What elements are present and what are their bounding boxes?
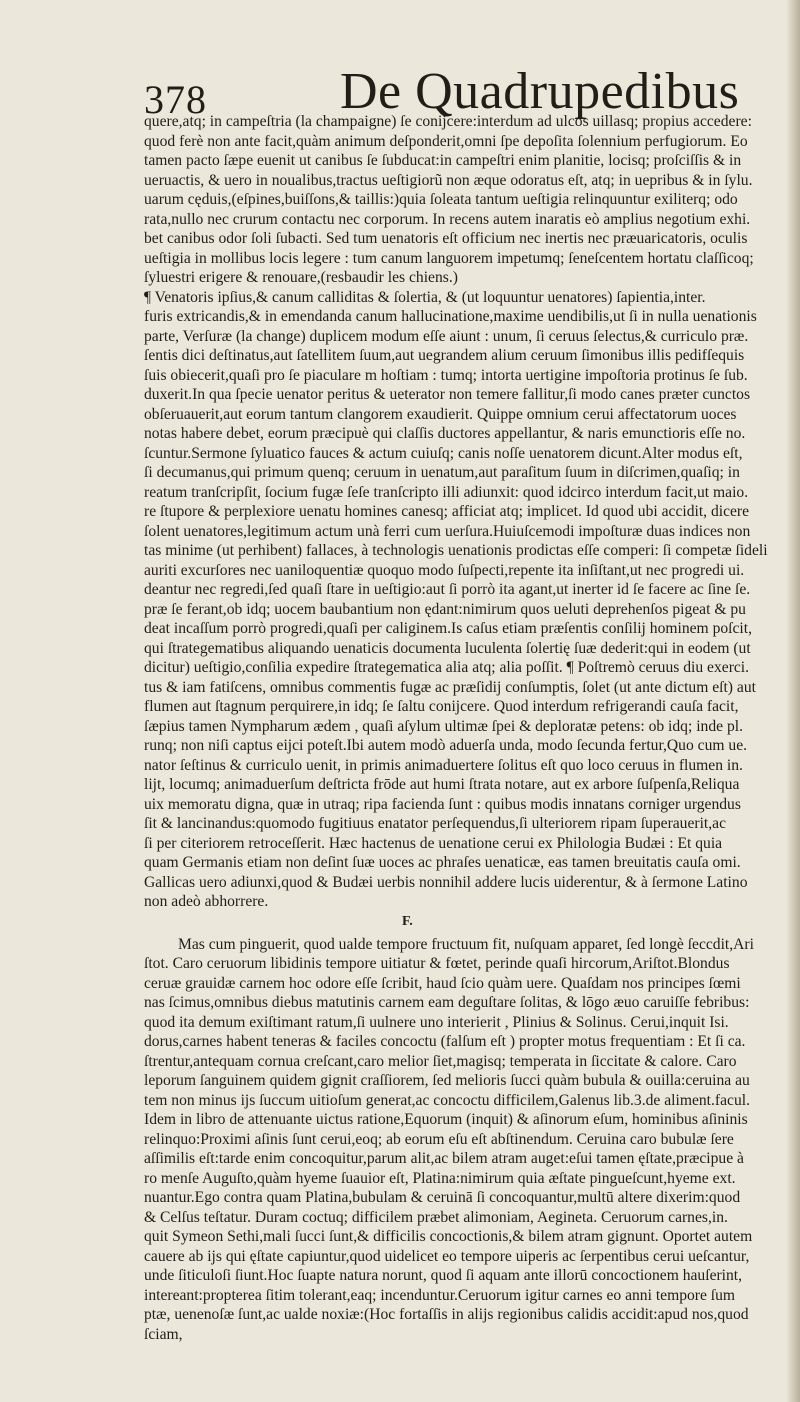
text-line: ſi per citeriorem retroceſſerit. Hæc hactenus de uenatione cerui ex Philologia Budæi : Et quia bbox=[144, 834, 723, 852]
text-line: Mas cum pinguerit, quod ualde tempore fructuum fit, nuſquam apparet, ſed longè ſeccdit,Ari bbox=[178, 935, 754, 953]
text-line: furis extricandis,& in emendanda canum hallucinatione,maxime uendibilis,ut ſi in nulla uenationis bbox=[144, 308, 757, 325]
section-separator bbox=[144, 912, 784, 935]
text-line: bet canibus odor ſoli ſubacti. Sed tum uenatoris eſt officium nec inertis nec præuaricatoris, oculis bbox=[144, 230, 748, 247]
text-line: re ſtupore & perplexiore uenatu homines canesq; afficiat atq; implicet. Id quod ubi accidit, dicere bbox=[144, 503, 750, 520]
text-line: ceruæ grauidæ carnem hoc odore eſſe ſcribit, haud ſcio quàm uere. Quaſdam nos principes ſœmi bbox=[144, 974, 741, 992]
text-line: nuantur.Ego contra quam Platina,bubulam & ceruinā ſi concoquantur,multū altere dixerim:quod bbox=[144, 1189, 741, 1206]
text-line: ueſtigia in mollibus locis legere : tum canum languorem impetumq; ſeneſcentem hortatu claſſicoq; bbox=[144, 249, 754, 267]
page-number: 378 bbox=[144, 77, 207, 122]
paragraph-2 bbox=[144, 288, 784, 912]
text-line: ſtot. Caro ceruorum libidinis tempore uitiatur & fœtet, perinde quaſi hircorum,Ariſtot.Blondus bbox=[144, 955, 730, 972]
text-line: relinquo:Proximi aſinis ſunt cerui,eoq; ab eorum eſu eſt abſtinendum. Ceruina caro bubulæ ſere bbox=[144, 1130, 734, 1148]
text-line: ſtrentur,antequam cornua creſcant,caro melior ſiet,magisq; temperata in ſiccitate & calore. Caro bbox=[144, 1052, 737, 1070]
text-line: notas habere debet, eorum præcipuè qui claſſis ductores appellantur, & naris emunctioris eſſe no. bbox=[144, 425, 746, 442]
text-line: deantur nec regredi,ſed quaſi ſtare in ueſtigio:aut ſi porrò ita agant,ut inerter id ſe facere ac ſine ſe. bbox=[144, 581, 751, 598]
text-line: dorus,carnes habent teneras & faciles concoctu (falſum eſt ) propter motus frequentiam : Et ſi ca. bbox=[144, 1033, 746, 1050]
section-marker: F. bbox=[402, 913, 413, 929]
text-line: ſit & lancinandus:quomodo fugitiuus enatator perſequendus,ſi ulteriorem ripam ſuperauerit,ac bbox=[144, 815, 727, 832]
text-line: tas minime (ut perhibent) fallaces, à technologis uenationis prodictas eſſe comperi: ſi competæ ſideli bbox=[144, 542, 768, 559]
text-line: duxerit.In qua ſpecie uenator peritus & ueterator non temere fallitur,ſi modo canes præter cunctos bbox=[144, 386, 751, 403]
text-line: obſeruauerit,aut eorum tantum clangorem exaudierit. Quippe omnium cerui affectatorum uoces bbox=[144, 405, 737, 423]
paragraph-1 bbox=[144, 112, 784, 288]
text-line: & Celſus teſtatur. Duram coctuq; difficilem præbet alimoniam, Aegineta. Ceruorum carnes,in. bbox=[144, 1208, 728, 1226]
text-line: ſciam, bbox=[144, 1325, 183, 1343]
text-line: reatum tranſcripſit, ſocium fugæ ſeſe tranſcripto illi adiunxit: quod idcirco interdum facit,ut maio. bbox=[144, 483, 749, 501]
text-line: ſuis obiecerit,quaſi pro ſe piaculare m hoſtiam : tumq; intorta uertigine impoſtoria protinus ſe ſub. bbox=[144, 366, 748, 384]
text-line: quit Symeon Sethi,mali ſucci ſunt,& difficilis concoctionis,& bilem atram gignunt. Oportet autem bbox=[144, 1228, 753, 1245]
text-line: quod ferè non ante facit,quàm animum deſponderit,omni ſpe depoſita ſolennium perfugiorum. Eo bbox=[144, 132, 748, 150]
text-line: tamen pacto ſæpe euenit ut canibus ſe ſubducat:in campeſtri enim planitie, locisq; proſciſſis & in bbox=[144, 152, 742, 169]
text-line: uix memoratu digna, quæ in utraq; ripa facienda ſunt : quibus modis innatans corniger urgendus bbox=[144, 795, 741, 813]
text-line: lijt, locumq; animaduerſum deſtricta frōde aut humi ſtrata notare, aut ex arbore ſuſpenſa,Reliqua bbox=[144, 776, 740, 793]
text-line: rata,nullo nec crurum contactu nec corporum. In recens autem inaratis eò amplius negotium exhi. bbox=[144, 210, 751, 228]
text-line: quere,atq; in campeſtria (la champaigne) ſe conijcere:interdum ad ulcos uillasq; propius accedere: bbox=[144, 113, 752, 130]
text-line: cauere ab ijs qui ęſtate capiuntur,quod uidelicet eo tempore uiperis ac ſerpentibus cerui ueſcantur, bbox=[144, 1247, 750, 1265]
text-line: flumen aut ſtagnum perquirere,in idq; ſe ſaltu conijcere. Quod interdum refrigerandi cauſa facit, bbox=[144, 698, 739, 715]
text-line: tus & iam fatiſcens, omnibus commentis fugæ ac præſidij conſumptis, ſolet (ut ante dictum eſt) aut bbox=[144, 678, 756, 696]
text-line: nator ſeſtinus & curriculo uenit, in primis animaduertere ſolitus eſt quo loco ceruus in flumen in. bbox=[144, 756, 743, 774]
paragraph-3 bbox=[144, 935, 784, 1345]
text-line: uarum cęduis,(eſpines,buiſſons,& taillis:)quia ſoleata tantum ueſtigia relinquuntur exiliterq; odo bbox=[144, 191, 738, 208]
text-line: ptæ, uenenoſæ ſunt,ac ualde noxiæ:(Hoc fortaſſis in alijs regionibus calidis accidit:apud nos,quod bbox=[144, 1306, 749, 1323]
page-edge-shadow bbox=[786, 0, 800, 1402]
text-line: ſcuntur.Sermone ſyluatico fauces & actum cuiuſq; canis noſſe uenatorem dicunt.Alter modus eſt, bbox=[144, 444, 743, 462]
text-line: runq; non niſi captus eijci poteſt.Ibi autem modò aduerſa unda, modo ſecunda fertur,Quo cum ue. bbox=[144, 737, 748, 754]
text-line: parte, Verſuræ (la change) duplicem modum eſſe aiunt : unum, ſi ceruus ſelectus,& curriculo præ. bbox=[144, 327, 749, 345]
text-line: Idem in libro de attenuante uictus ratione,Equorum (inquit) & aſinorum eſum, hominibus aſininis bbox=[144, 1111, 748, 1128]
text-line: ſolent uenatores,legitimum actum unà ferri cum uerſura.Huiuſcemodi impoſturæ duas indices non bbox=[144, 522, 751, 540]
text-line: aſſimilis eſt:tarde enim concoquitur,parum alit,ac bilem atram auget:eſui tamen ęſtate,præcipue à bbox=[144, 1150, 744, 1167]
text-line: præ ſe ferant,ob idq; uocem baubantium non ędant:nimirum quos ueluti deprehenſos pigeat & pu bbox=[144, 600, 746, 618]
text-line: leporum ſanguinem quidem gignit craſſiorem, ſed melioris ſucci quàm bubula & ouilla:ceruina au bbox=[144, 1072, 750, 1089]
text-line: dicitur) ueſtigio,conſilia expedire ſtrategematica alia atq; alia poſſit. ¶ Poſtremò ceruus diu exerci. bbox=[144, 659, 750, 676]
text-line: ſyluestri erigere & renouare,(resbaudir les chiens.) bbox=[144, 269, 458, 286]
text-line: Gallicas uero adiunxi,quod & Budæi uerbis nonnihil addere lucis uiderentur, & à ſermone Latino bbox=[144, 873, 748, 891]
text-line: quod ita demum exiſtimant ratum,ſi uulnere uno interierit , Plinius & Solinus. Cerui,inquit Isi. bbox=[144, 1013, 729, 1031]
text-line: qui ſtrategematibus aliquando uenaticis documenta luculenta ſolertię ſuæ dederit:qui in eodem (ut bbox=[144, 639, 751, 657]
text-line: ſentis dici deſtinatus,aut ſatellitem ſuum,aut uegrandem alium ceruum ſimonibus illis pedifſequis bbox=[144, 347, 745, 364]
running-title: De Quadrupedibus bbox=[340, 63, 740, 120]
text-line: ¶ Venatoris ipſius,& canum calliditas & ſolertia, & (ut loquuntur uenatores) ſapientia,inter. bbox=[144, 288, 706, 306]
text-line: deat incaſſum porrò progredi,quaſi per caliginem.Is caſus etiam præſentis conſilij hominem poſcit, bbox=[144, 620, 752, 637]
text-line: intereant:propterea ſitim tolerant,eaq; incenduntur.Ceruorum igitur carnes eo anni tempore ſum bbox=[144, 1286, 736, 1304]
text-line: unde ſiticuloſi ſiunt.Hoc ſuapte natura norunt, quod ſi aquam ante illorū concoctionem hauſerint, bbox=[144, 1267, 743, 1284]
page-body bbox=[144, 112, 784, 1344]
text-line: auriti excurſores nec uaniloquentiæ quoquo modo ſuſpecti,repente ita inſiſtant,ut nec progredi ui. bbox=[144, 561, 745, 579]
text-line: nas ſcimus,omnibus diebus matutinis carnem eam deguſtare ſolitas, & lōgo æuo caruiſſe febribus: bbox=[144, 994, 750, 1011]
text-line: ro menſe Auguſto,quàm hyeme ſuauior eſt, Platina:nimirum quia æſtate pingueſcunt,hyeme ext. bbox=[144, 1169, 736, 1187]
text-line: tem non minus ijs ſuccum uitioſum generat,ac concoctu difficilem,Galenus lib.3.de aliment.facul. bbox=[144, 1091, 750, 1109]
text-line: quam Germanis etiam non deſint ſuæ uoces ac phraſes uenaticæ, eas tamen breuitatis cauſa omi. bbox=[144, 854, 741, 871]
text-line: ſæpius tamen Nympharum ædem , quaſi aſylum ultimæ ſpei & deploratæ petens: ob idq; inde pl. bbox=[144, 717, 743, 735]
text-line: ſi decumanus,qui primum quenq; ceruum in uenatum,aut paraſitum ſuum in diſcrimen,quaſiq; in bbox=[144, 464, 740, 481]
text-line: ueruactis, & uero in noualibus,tractus ueſtigiorũ non æque odoratus eſt, atq; in uepribus & in ſylu. bbox=[144, 171, 753, 189]
text-line: non adeò abhorrere. bbox=[144, 893, 269, 910]
